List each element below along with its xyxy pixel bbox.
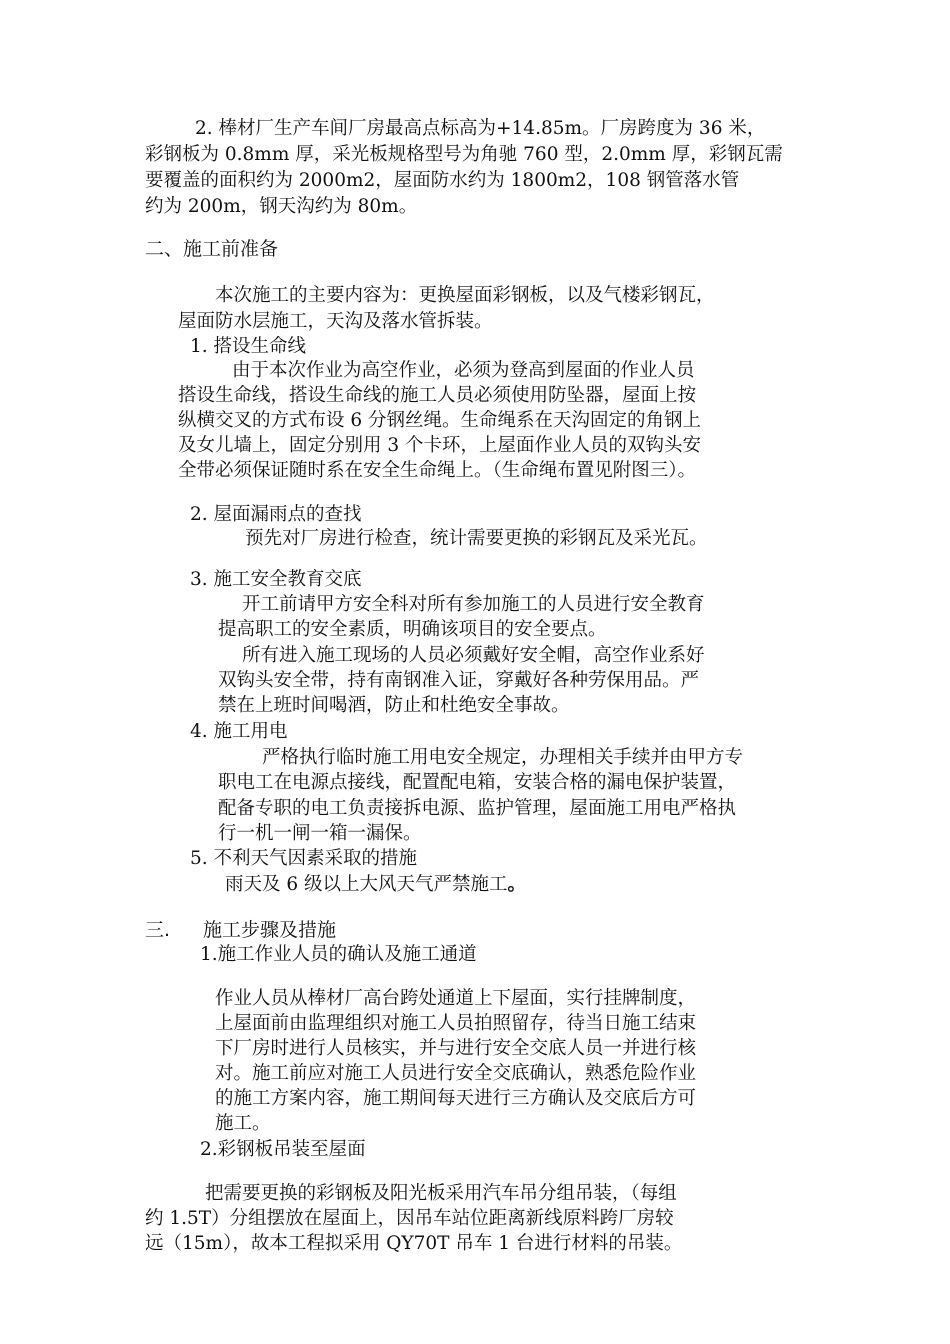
text-line: [225, 873, 526, 897]
text-line: 彩钢板为 0.8mm 厚，采光板规格型号为角驰 760 型，2.0mm 厚，彩钢瓦需: [145, 144, 783, 165]
text-line: 施工。: [215, 1113, 271, 1134]
text-line: 上屋面前由监理组织对施工人员拍照留存，待当日施工结束: [215, 1013, 697, 1034]
item-title: 1.施工作业人员的确认及施工通道: [200, 944, 477, 965]
text-line: 约 1.5T）分组摆放在屋面上，因吊车站位距离新线原料跨厂房较: [145, 1208, 674, 1229]
weather-rule-end: 。: [507, 874, 527, 895]
item-title: 2. 屋面漏雨点的查找: [190, 504, 362, 525]
text-line: 双钩头安全带，持有南钢准入证，穿戴好各种劳保用品。严: [218, 670, 700, 691]
text-line: 约为 200m，钢天沟约为 80m。: [145, 196, 418, 217]
item-title: 3. 施工安全教育交底: [190, 569, 362, 590]
item-title: 5. 不利天气因素采取的措施: [190, 848, 418, 869]
text-line: 全带必须保证随时系在安全生命绳上。（生命绳布置见附图三）。: [178, 460, 697, 481]
text-line: 要覆盖的面积约为 2000m2，屋面防水约为 1800m2，108 钢管落水管: [145, 170, 740, 191]
text-line: 本次施工的主要内容为：更换屋面彩钢板，以及气楼彩钢瓦，: [215, 285, 715, 306]
text-line: 及女儿墙上，固定分别用 3 个卡环，上屋面作业人员的双钩头安: [178, 435, 702, 456]
weather-rule-text: 雨天及 6 级以上大风天气严禁施工: [225, 874, 508, 895]
item-title: 4. 施工用电: [190, 721, 288, 742]
text-line: 把需要更换的彩钢板及阳光板采用汽车吊分组吊装，（每组: [205, 1183, 677, 1204]
item-title: 2.彩钢板吊装至屋面: [200, 1139, 366, 1160]
text-line: 禁在上班时间喝酒，防止和杜绝安全事故。: [218, 695, 570, 716]
text-line: 2. 棒材厂生产车间厂房最高点标高为+14.85m。厂房跨度为 36 米，: [195, 118, 766, 139]
text-line: 开工前请甲方安全科对所有参加施工的人员进行安全教育: [242, 594, 705, 615]
item-title: 1. 搭设生命线: [190, 336, 307, 357]
section-heading: 施工步骤及措施: [203, 919, 337, 941]
text-line: 提高职工的安全素质，明确该项目的安全要点。: [218, 619, 607, 640]
text-line: 行一机一闸一箱一漏保。: [218, 823, 422, 844]
text-line: 远（15m），故本工程拟采用 QY70T 吊车 1 台进行材料的吊装。: [145, 1233, 683, 1254]
text-line: 下厂房时进行人员核实，并与进行安全交底人员一并进行核: [215, 1038, 697, 1059]
text-line: 的施工方案内容，施工期间每天进行三方确认及交底后方可: [215, 1088, 697, 1109]
text-line: 屋面防水层施工，天沟及落水管拆装。: [178, 311, 493, 332]
section-heading: 二、施工前准备: [145, 238, 279, 260]
section-number: 三.: [145, 919, 171, 941]
text-line: 对。施工前应对施工人员进行安全交底确认，熟悉危险作业: [215, 1063, 697, 1084]
text-line: 作业人员从棒材厂高台跨处通道上下屋面，实行挂牌制度，: [215, 988, 697, 1009]
text-line: 严格执行临时施工用电安全规定，办理相关手续并由甲方专: [262, 747, 744, 768]
text-line: 搭设生命线，搭设生命线的施工人员必须使用防坠器，屋面上按: [178, 385, 697, 406]
text-line: 职电工在电源点接线，配置配电箱，安装合格的漏电保护装置，: [218, 772, 737, 793]
text-line: 预先对厂房进行检查，统计需要更换的彩钢瓦及采光瓦。: [245, 528, 708, 549]
text-line: 纵横交叉的方式布设 6 分钢丝绳。生命绳系在天沟固定的角钢上: [178, 410, 702, 431]
text-line: 配备专职的电工负责接拆电源、监护管理，屋面施工用电严格执: [218, 798, 737, 819]
text-line: 所有进入施工现场的人员必须戴好安全帽，高空作业系好: [242, 645, 705, 666]
text-line: 由于本次作业为高空作业，必须为登高到屋面的作业人员: [232, 360, 695, 381]
